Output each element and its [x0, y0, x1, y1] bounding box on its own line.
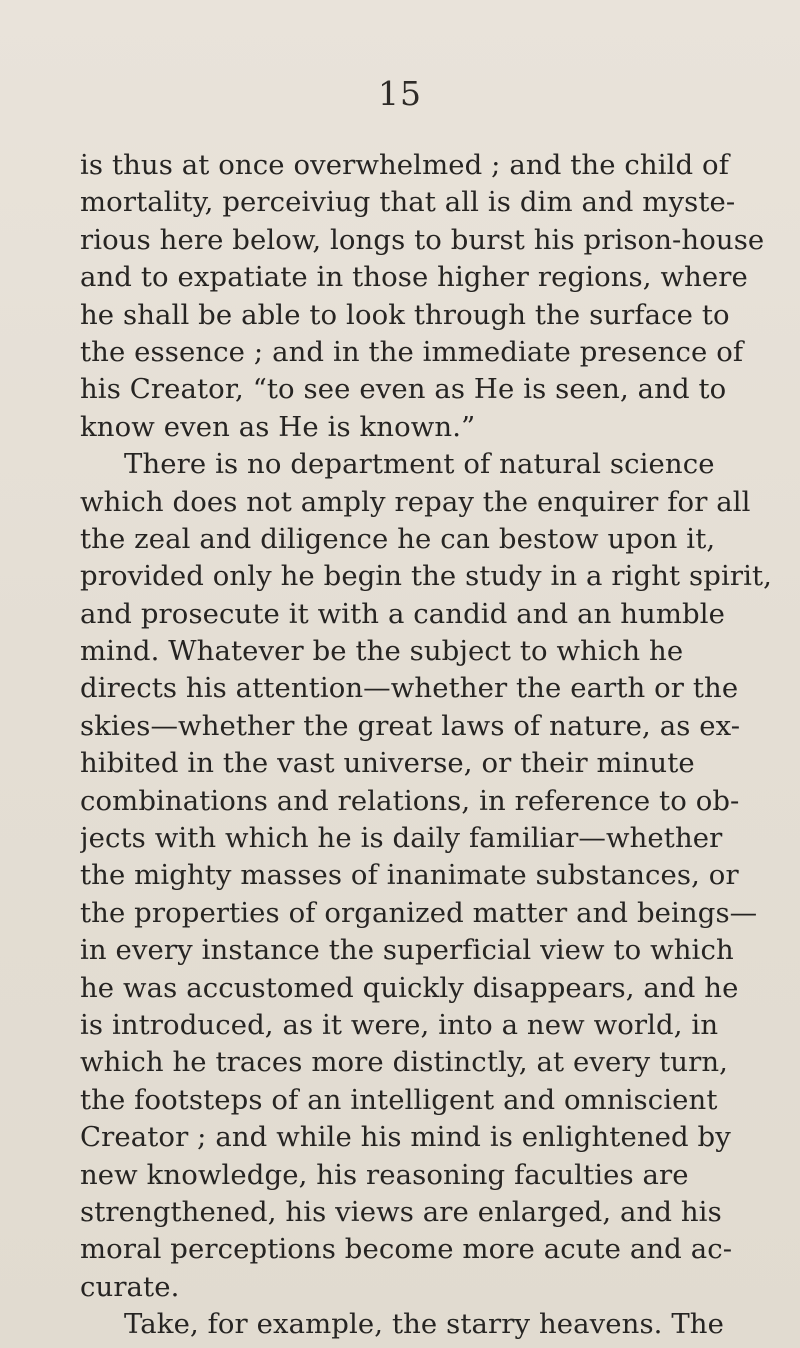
paragraph-start-line: There is no department of natural science	[124, 448, 715, 481]
text-line: he shall be able to look through the surface to	[80, 298, 730, 331]
text-line: he was accustomed quickly disappears, and he	[80, 971, 739, 1004]
paragraph-start-line: Take, for example, the starry heavens. The	[124, 1308, 724, 1341]
text-line: the properties of organized matter and beings—	[80, 896, 758, 929]
text-line: moral perceptions become more acute and ac-	[80, 1233, 733, 1266]
text-line: and to expatiate in those higher regions, where	[80, 261, 748, 294]
text-line: Creator ; and while his mind is enlightened by	[80, 1121, 731, 1154]
text-line: new knowledge, his reasoning faculties are	[80, 1158, 689, 1191]
text-line: is thus at once overwhelmed ; and the child of	[80, 149, 729, 181]
text-line: the footsteps of an intelligent and omniscient	[80, 1083, 718, 1116]
text-line: mortality, perceiviug that all is dim and myste-	[80, 186, 736, 219]
text-line: jects with which he is daily familiar—whether	[80, 822, 723, 855]
text-line: which he traces more distinctly, at every turn,	[80, 1046, 728, 1079]
text-line: in every instance the superficial view to which	[80, 934, 734, 967]
text-line: strengthened, his views are enlarged, and his	[80, 1195, 722, 1228]
text-line: which does not amply repay the enquirer for all	[80, 485, 751, 518]
text-line: skies—whether the great laws of nature, as ex-	[80, 709, 741, 742]
text-line: and prosecute it with a candid and an humble	[80, 597, 726, 630]
text-line: his Creator, “to see even as He is seen, and to	[80, 373, 727, 406]
text-line: provided only he begin the study in a right spirit,	[80, 560, 772, 593]
text-line: directs his attention—whether the earth or the	[80, 672, 739, 705]
text-line: know even as He is known.”	[80, 410, 476, 443]
text-line: combinations and relations, in reference to ob-	[80, 784, 740, 817]
text-line: mind. Whatever be the subject to which he	[80, 635, 684, 668]
text-line: the essence ; and in the immediate presence of	[80, 335, 744, 368]
page-number: 15	[378, 74, 422, 113]
text-line: hibited in the vast universe, or their minute	[80, 747, 695, 780]
text-line: the mighty masses of inanimate substances, or	[80, 859, 739, 892]
body-text	[80, 147, 800, 1344]
text-line: curate.	[80, 1270, 180, 1303]
text-line: is introduced, as it were, into a new world, in	[80, 1008, 719, 1041]
text-line: rious here below, longs to burst his prison-house	[80, 223, 765, 256]
text-line: the zeal and diligence he can bestow upon it,	[80, 522, 716, 555]
